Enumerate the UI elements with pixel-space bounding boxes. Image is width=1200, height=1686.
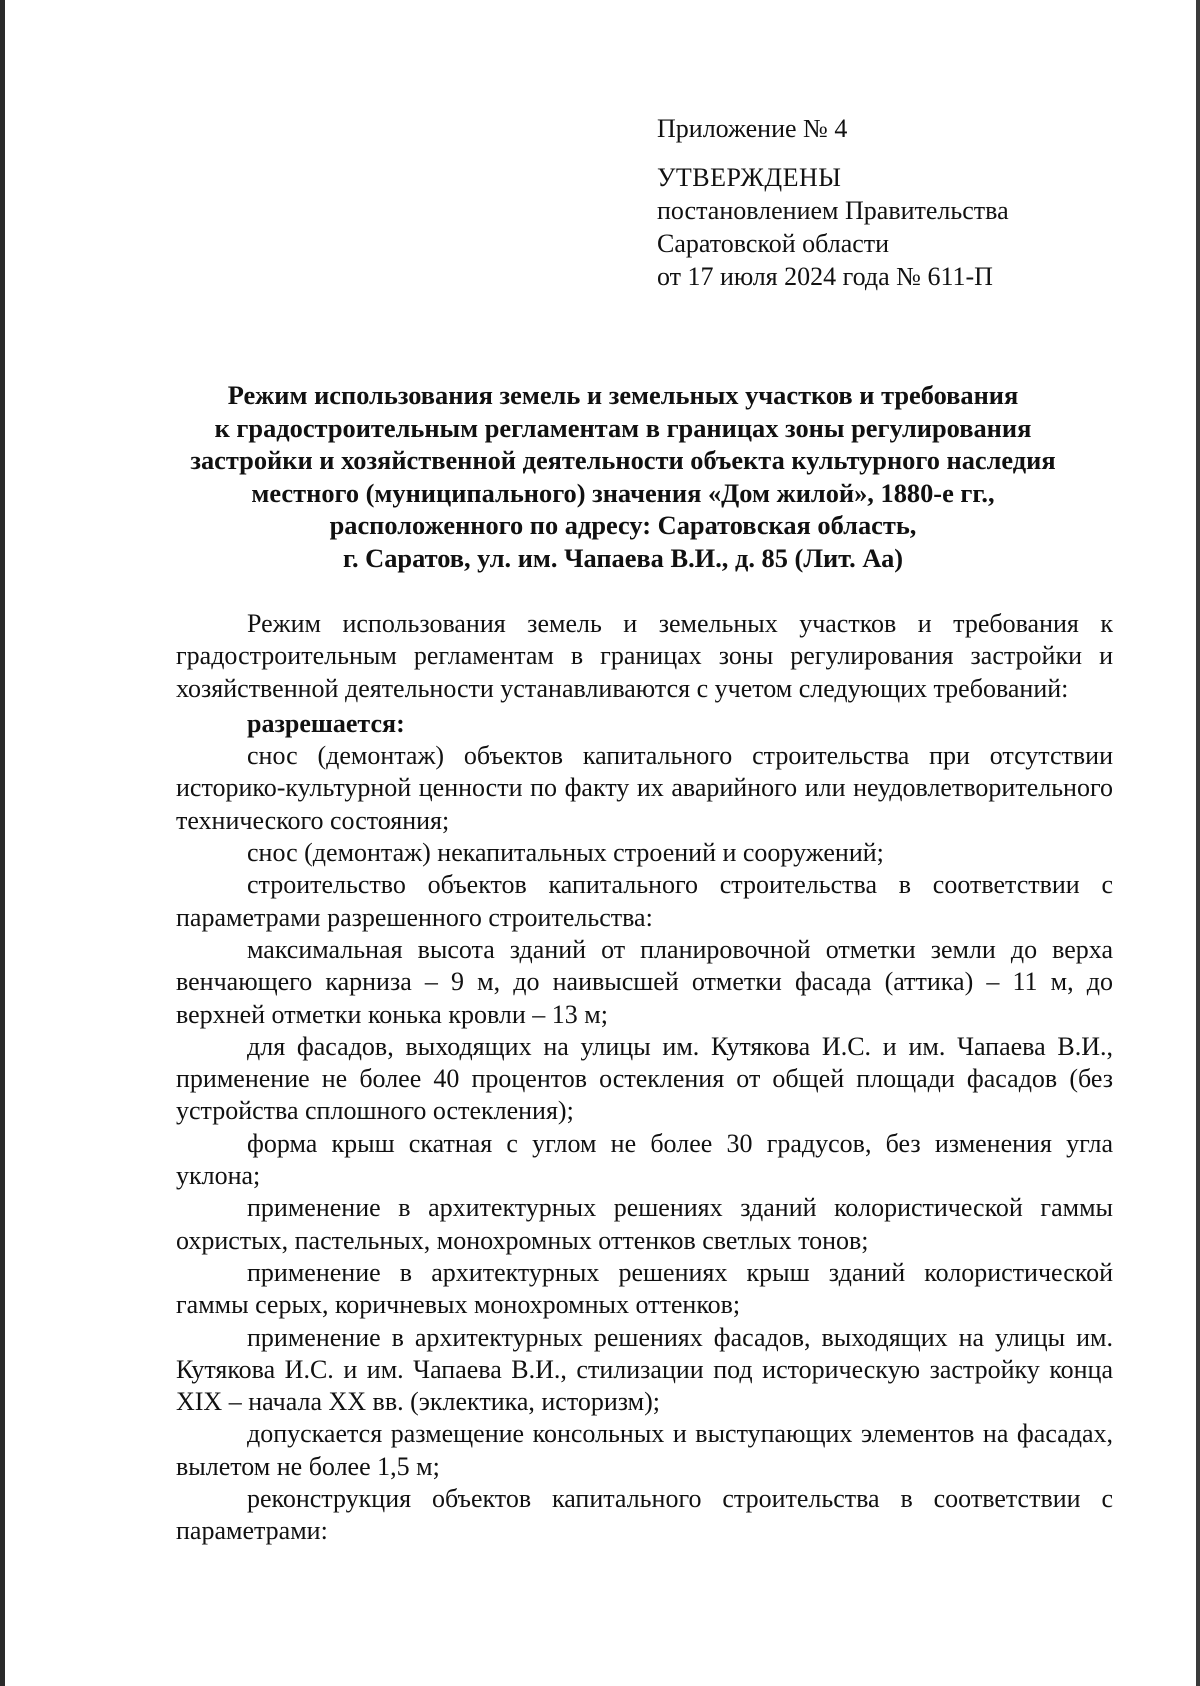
list-item: применение в архитектурных решениях крыш зданий колористической гаммы серых, коричневых монохромных оттенков; <box>176 1257 1113 1320</box>
document-title <box>170 379 1076 574</box>
title-line: Режим использования земель и земельных участков и требования <box>227 380 1019 410</box>
list-item: реконструкция объектов капитального строительства в соответствии с параметрами: <box>176 1484 1113 1546</box>
list-item: допускается размещение консольных и выступающих элементов на фасадах, вылетом не более 1,5 м; <box>176 1419 1113 1481</box>
title-line: к градостроительным регламентам в границах зоны регулирования <box>214 412 1032 443</box>
list-item: форма крыш скатная с углом не более 30 градусов, без изменения угла уклона; <box>176 1128 1113 1191</box>
list-item: строительство объектов капитального строительства в соответствии с параметрами разрешенного строительства: <box>176 870 1113 932</box>
title-line: г. Саратов, ул. им. Чапаева В.И., д. 85 (Лит. Аа) <box>342 542 904 573</box>
title-line: местного (муниципального) значения «Дом жилой», 1880-е гг., <box>251 477 995 508</box>
list-item: снос (демонтаж) объектов капитального строительства при отсутствии историко-культурной ценности по факту их аварийного или неудовлетворительного технического состояния; <box>176 741 1113 835</box>
approval-line: постановлением Правительства <box>657 196 1009 225</box>
permitted-label: разрешается: <box>247 708 405 738</box>
list-item: максимальная высота зданий от планировочной отметки земли до верха венчающего карниза – 9 м, до наивысшей отметки фасада (аттика) – 11 м, до верхней отметки конька кровли – 13 м; <box>176 934 1113 1029</box>
approval-date-line: от 17 июля 2024 года № 611-П <box>657 262 993 291</box>
scan-border-left <box>0 0 5 1686</box>
approval-block <box>657 112 1157 293</box>
appendix-number: Приложение № 4 <box>657 114 848 143</box>
title-line: застройки и хозяйственной деятельности объекта культурного наследия <box>190 445 1056 475</box>
list-item: снос (демонтаж) некапитальных строений и сооружений; <box>247 838 884 868</box>
intro-paragraph: Режим использования земель и земельных участков и требования к градостроительным регламентам в границах зоны регулирования застройки и хозяйственной деятельности устанавливаются с учетом следующих требований: <box>176 609 1113 703</box>
approval-line: Саратовской области <box>657 229 890 258</box>
title-line: расположенного по адресу: Саратовская область, <box>329 510 917 540</box>
list-item: применение в архитектурных решениях зданий колористической гаммы охристых, пастельных, монохромных оттенков светлых тонов; <box>176 1193 1113 1255</box>
list-item: применение в архитектурных решениях фасадов, выходящих на улицы им. Кутякова И.С. и им. Чапаева В.И., стилизации под историческую застройку конца XIX – начала XX вв. (эклектика, историзм); <box>176 1322 1113 1417</box>
document-body <box>176 608 1113 1548</box>
list-item: для фасадов, выходящих на улицы им. Кутякова И.С. и им. Чапаева В.И., применение не более 40 процентов остекления от общей площади фасадов (без устройства сплошного остекления); <box>176 1031 1113 1126</box>
scan-border-right <box>1196 0 1200 1686</box>
approved-heading: УТВЕРЖДЕНЫ <box>657 163 842 192</box>
